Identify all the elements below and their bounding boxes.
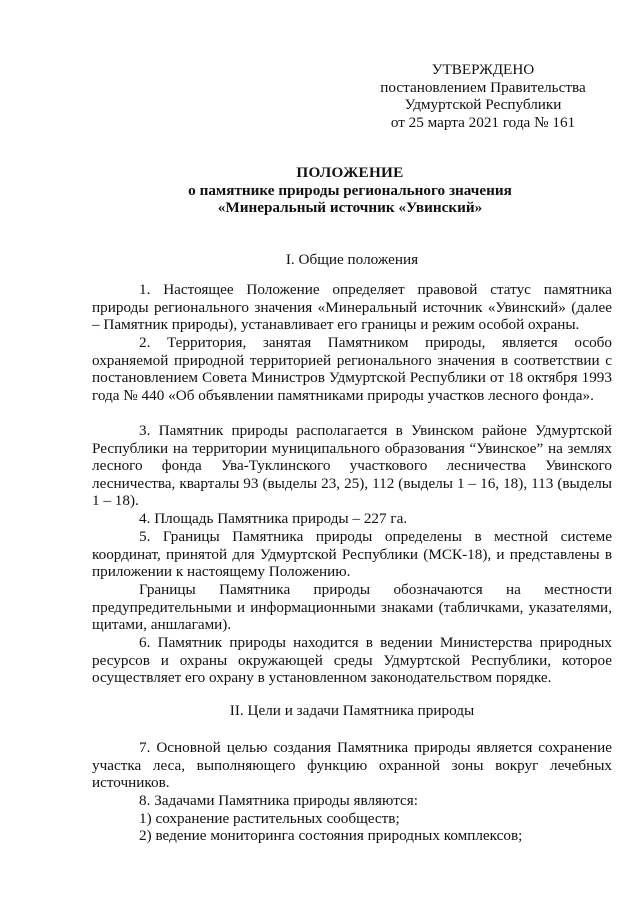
approval-line-1: УТВЕРЖДЕНО [431,61,535,78]
document-title [60,164,640,217]
task-item-1: 1) сохранение растительных сообществ; [139,810,400,827]
approval-stamp [348,61,618,131]
title-line-2: о памятнике природы регионального значения [188,181,512,199]
section-2-heading: II. Цели и задачи Памятника природы [229,702,475,719]
approval-line-2: постановлением Правительства [380,78,586,96]
task-item-2: 2) ведение мониторинга состояния природных комплексов; [139,827,523,844]
paragraph-1: 1. Настоящее Положение определяет правовой статус памятника природы регионального значения «Минеральный источник «Увинский» (далее – Памятник природы), устанавливает его границы и режим особой охраны. [92,281,612,334]
approval-line-3: Удмуртской Республики [404,96,562,114]
paragraph-7: 7. Основной целью создания Памятника природы является сохранение участка леса, выполняющего функцию охранной зоны вокруг лечебных источников. [92,739,612,792]
paragraph-3: 3. Памятник природы располагается в Увинском районе Удмуртской Республики на территории муниципального образования “Увинское” на землях лесного фонда Ува-Туклинского участкового лесничества Увинского лесничества, кварталы 93 (выделы 23, 25), 112 (выделы 1 – 16, 18), 113 (выделы 1 – 18). [92,422,612,510]
paragraph-5-continued: Границы Памятника природы обозначаются на местности предупредительными и информационными знаками (табличками, указателями, щитами, аншлагами). [92,581,612,634]
paragraph-6: 6. Памятник природы находится в ведении Министерства природных ресурсов и охраны окружающей среды Удмуртской Республики, которое осуществляет его охрану в установленном законодательством порядке. [92,634,612,687]
section-1-heading: I. Общие положения [285,251,419,268]
paragraph-5: 5. Границы Памятника природы определены в местной системе координат, принятой для Удмуртской Республики (МСК-18), и представлены в приложении к настоящему Положению. [92,528,612,581]
paragraph-4: 4. Площадь Памятника природы – 227 га. [139,510,408,527]
title-line-3: «Минеральный источник «Увинский» [217,199,483,217]
approval-line-4: от 25 марта 2021 года № 161 [390,113,576,131]
title-line-1: ПОЛОЖЕНИЕ [296,164,404,181]
paragraph-8: 8. Задачами Памятника природы являются: [139,792,418,809]
paragraph-2: 2. Территория, занятая Памятником природы, является особо охраняемой природной территорией регионального значения в соответствии с постановлением Совета Министров Удмуртской Республики от 18 октября 1993 года № 440 «Об объявлении памятниками природы участков лесного фонда». [92,334,612,404]
